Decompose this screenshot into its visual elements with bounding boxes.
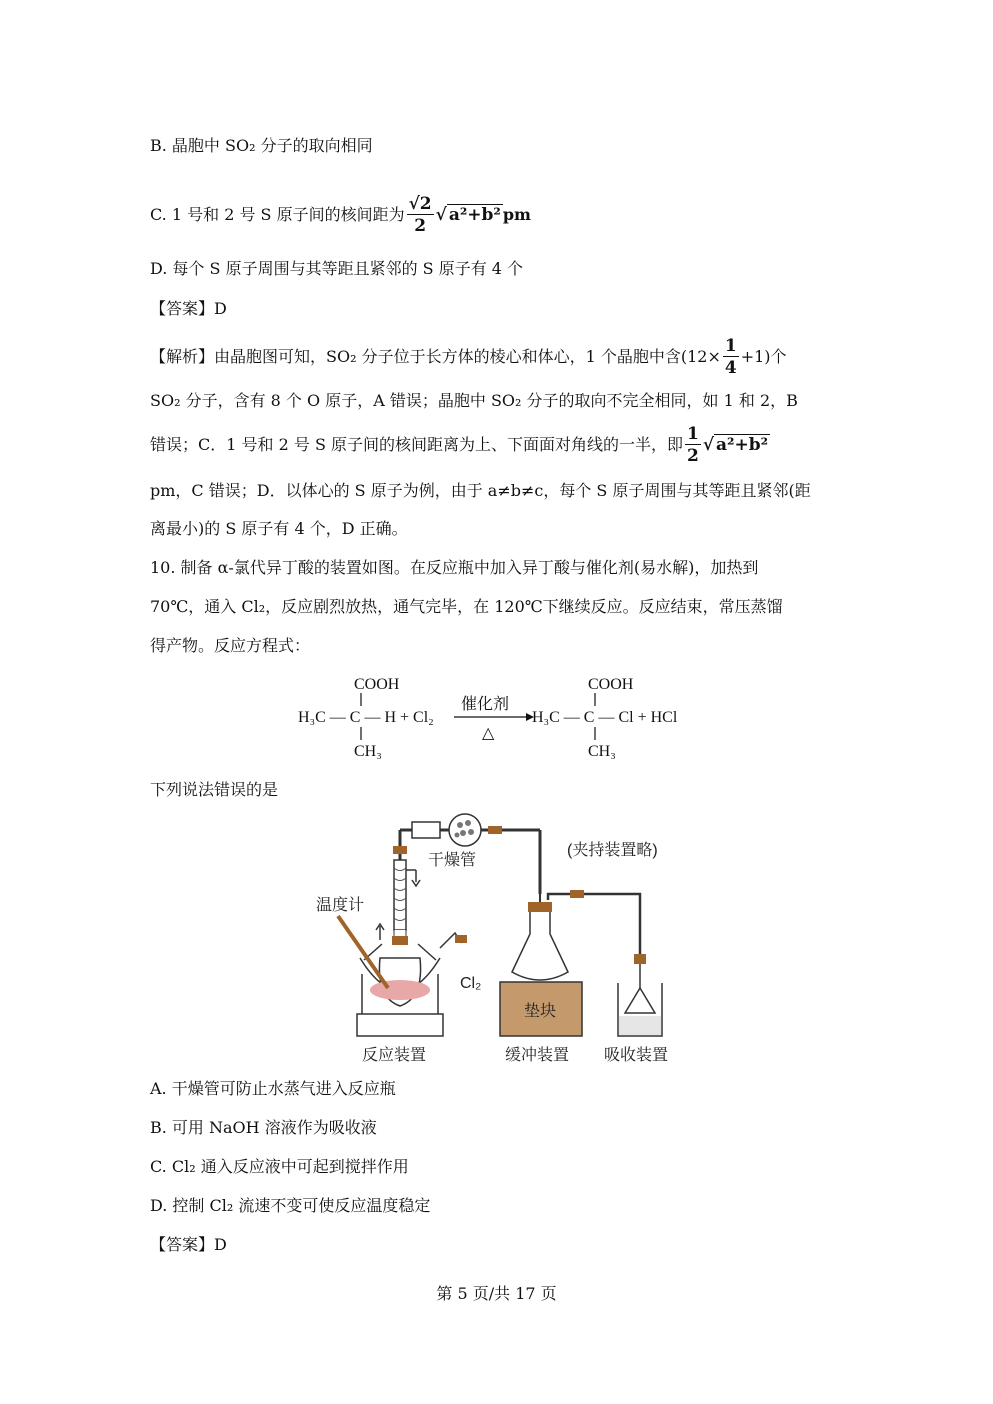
label-absorb: 吸收装置 <box>604 1047 669 1064</box>
choice-d: D. 控制 Cl₂ 流速不变可使反应温度稳定 <box>150 1196 431 1215</box>
analysis-line-3: 错误；C．1 号和 2 号 S 原子间的核间距离为上、下面面对角线的一半，即 $\frac{1}{2}$ √ a²+b² <box>150 423 769 466</box>
reaction-equation <box>298 672 698 764</box>
analysis-fraction-2: $\frac{1}{2}$ <box>687 423 699 466</box>
analysis-fraction-1: $\frac{1}{4}$ <box>724 335 737 378</box>
question-10-line-2: 70℃，通入 Cl₂，反应剧烈放热，通气完毕，在 120℃下继续反应。反应结束，常压蒸馏 <box>150 597 783 616</box>
analysis-line-2: SO₂ 分子，含有 8 个 O 原子，A 错误；晶胞中 SO₂ 分子的取向不完全相同，如 1 和 2，B <box>150 391 798 410</box>
choice-c: C. Cl₂ 通入反应液中可起到搅拌作用 <box>150 1157 409 1176</box>
apparatus-diagram <box>300 808 720 1070</box>
option-b-prev: B. 晶胞中 SO₂ 分子的取向相同 <box>150 136 373 155</box>
choice-a: A. 干燥管可防止水蒸气进入反应瓶 <box>150 1079 396 1098</box>
choice-b: B. 可用 NaOH 溶液作为吸收液 <box>150 1118 377 1137</box>
option-c-fraction: $\frac{√2}{2}$ <box>408 193 432 236</box>
label-cl2: Cl₂ <box>460 975 482 992</box>
analysis-line-4: pm，C 错误；D．以体心的 S 原子为例，由于 a≠b≠c，每个 S 原子周围与其等距且紧邻(距 <box>150 481 811 500</box>
analysis-line-5: 离最小)的 S 原子有 4 个，D 正确。 <box>150 519 408 538</box>
label-block: 垫块 <box>524 1003 557 1020</box>
eq-right-side: H₃C — C — Cl + HCl <box>532 709 678 726</box>
label-drying-tube: 干燥管 <box>428 852 477 869</box>
option-c-prefix: C. 1 号和 2 号 S 原子间的核间距为 <box>150 205 405 224</box>
analysis-line-1: 【解析】由晶胞图可知，SO₂ 分子位于长方体的棱心和体心，1 个晶胞中含(12× $\frac{1}{4}$ +1)个 <box>150 335 787 378</box>
analysis-sqrt: √ a²+b² <box>702 435 769 455</box>
eq-ch3-left: CH₃ <box>354 743 382 760</box>
option-c-unit: pm <box>502 205 531 224</box>
buffer-flask-icon <box>512 912 568 980</box>
option-d-prev: D. 每个 S 原子周围与其等距且紧邻的 S 原子有 4 个 <box>150 259 524 278</box>
eq-cooh-left: COOH <box>354 676 400 693</box>
answer-1: 【答案】D <box>150 299 227 318</box>
page-footer: 第 5 页/共 17 页 <box>436 1284 557 1303</box>
drying-tube-icon <box>449 814 481 846</box>
eq-ch3-right: CH₃ <box>588 743 616 760</box>
label-thermometer: 温度计 <box>316 897 365 914</box>
question-10-line-3: 得产物。反应方程式： <box>150 636 311 655</box>
question-prompt: 下列说法错误的是 <box>150 780 279 799</box>
question-10-line-1: 10. 制备 α-氯代异丁酸的装置如图。在反应瓶中加入异丁酸与催化剂(易水解)，加热到 <box>150 558 759 577</box>
option-c-prev <box>150 190 531 240</box>
eq-heat: △ <box>482 725 495 742</box>
label-clamp-note: (夹持装置略) <box>567 842 658 859</box>
eq-cooh-right: COOH <box>588 676 634 693</box>
eq-catalyst: 催化剂 <box>461 696 510 713</box>
eq-left-side: H₃C — C — H + Cl₂ <box>298 709 434 726</box>
label-buffer: 缓冲装置 <box>505 1047 570 1064</box>
option-c-sqrt: √ a²+b² <box>435 205 501 225</box>
funnel-icon <box>625 964 655 1013</box>
answer-2: 【答案】D <box>150 1235 227 1254</box>
label-reaction: 反应装置 <box>362 1047 427 1064</box>
